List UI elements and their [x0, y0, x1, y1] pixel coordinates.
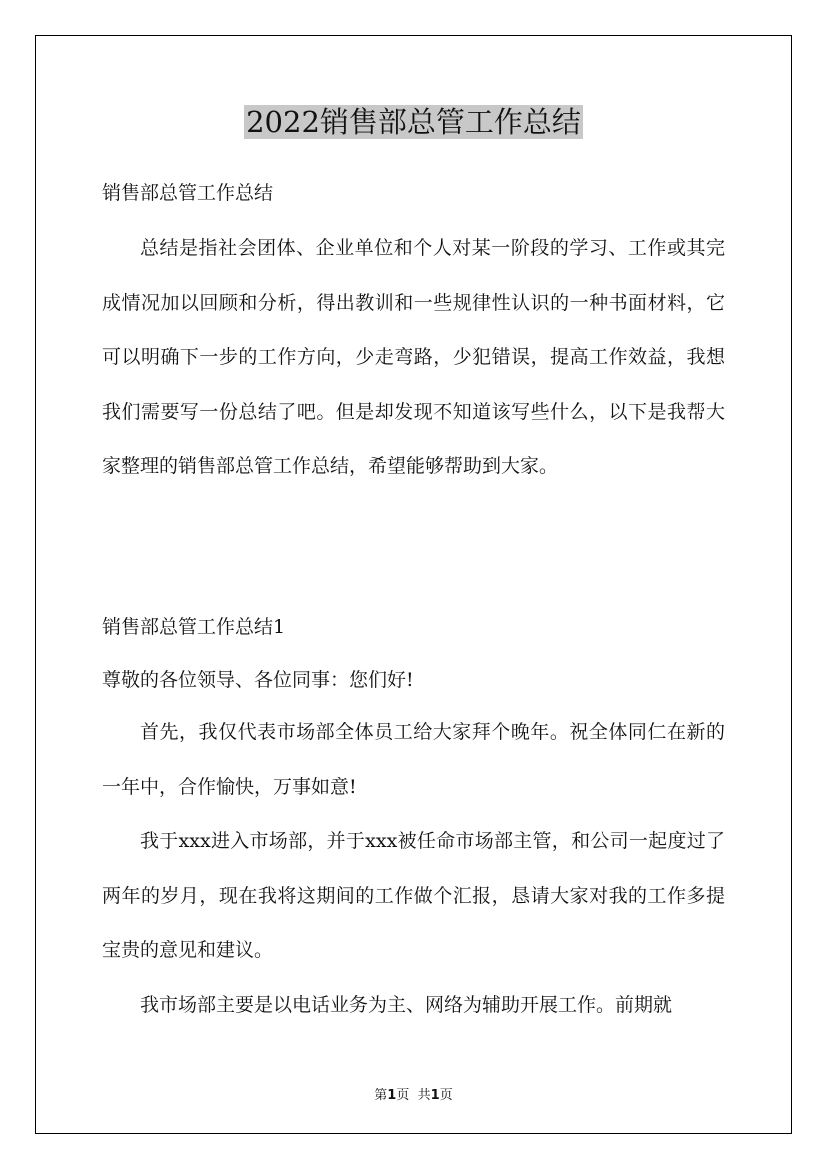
intro-paragraph: 总结是指社会团体、企业单位和个人对某一阶段的学习、工作或其完成情况加以回顾和分析，得出教训和一些规律性认识的一种书面材料，它可以明确下一步的工作方向，少走弯路，少犯错误，提高工作效益，我想我们需要写一份总结了吧。但是却发现不知道该写些什么，以下是我帮大家整理的销售部总管工作总结，希望能够帮助到大家。: [102, 237, 725, 477]
footer-page-prefix: 第: [374, 1088, 388, 1103]
greeting-line: 尊敬的各位领导、各位同事：您们好!: [102, 669, 414, 691]
footer-total-suffix: 页: [439, 1088, 453, 1103]
paragraph-1: 首先，我仅代表市场部全体员工给大家拜个晚年。祝全体同仁在新的一年中，合作愉快，万事如意!: [102, 721, 725, 798]
footer-page-number: 1: [387, 1088, 397, 1103]
greeting-block: [102, 665, 725, 695]
section1-heading-block: [102, 612, 725, 642]
section1-heading: 销售部总管工作总结1: [102, 616, 286, 638]
footer-page-suffix: 页: [396, 1088, 410, 1103]
document-subtitle: 销售部总管工作总结: [102, 182, 274, 204]
page-footer: [0, 1084, 827, 1103]
footer-total-number: 1: [430, 1088, 440, 1103]
footer-total-prefix: 共: [417, 1088, 431, 1103]
section1-body: [102, 705, 725, 1032]
intro-block: [102, 221, 725, 494]
document-subtitle-block: [102, 178, 725, 208]
paragraph-3: 我市场部主要是以电话业务为主、网络为辅助开展工作。前期就: [140, 993, 673, 1016]
paragraph-2: 我于xxx进入市场部，并于xxx被任命市场部主管，和公司一起度过了两年的岁月，现在我将这期间的工作做个汇报，恳请大家对我的工作多提宝贵的意见和建议。: [102, 830, 725, 961]
document-title: [0, 100, 827, 144]
document-title-text: 2022销售部总管工作总结: [246, 105, 581, 139]
